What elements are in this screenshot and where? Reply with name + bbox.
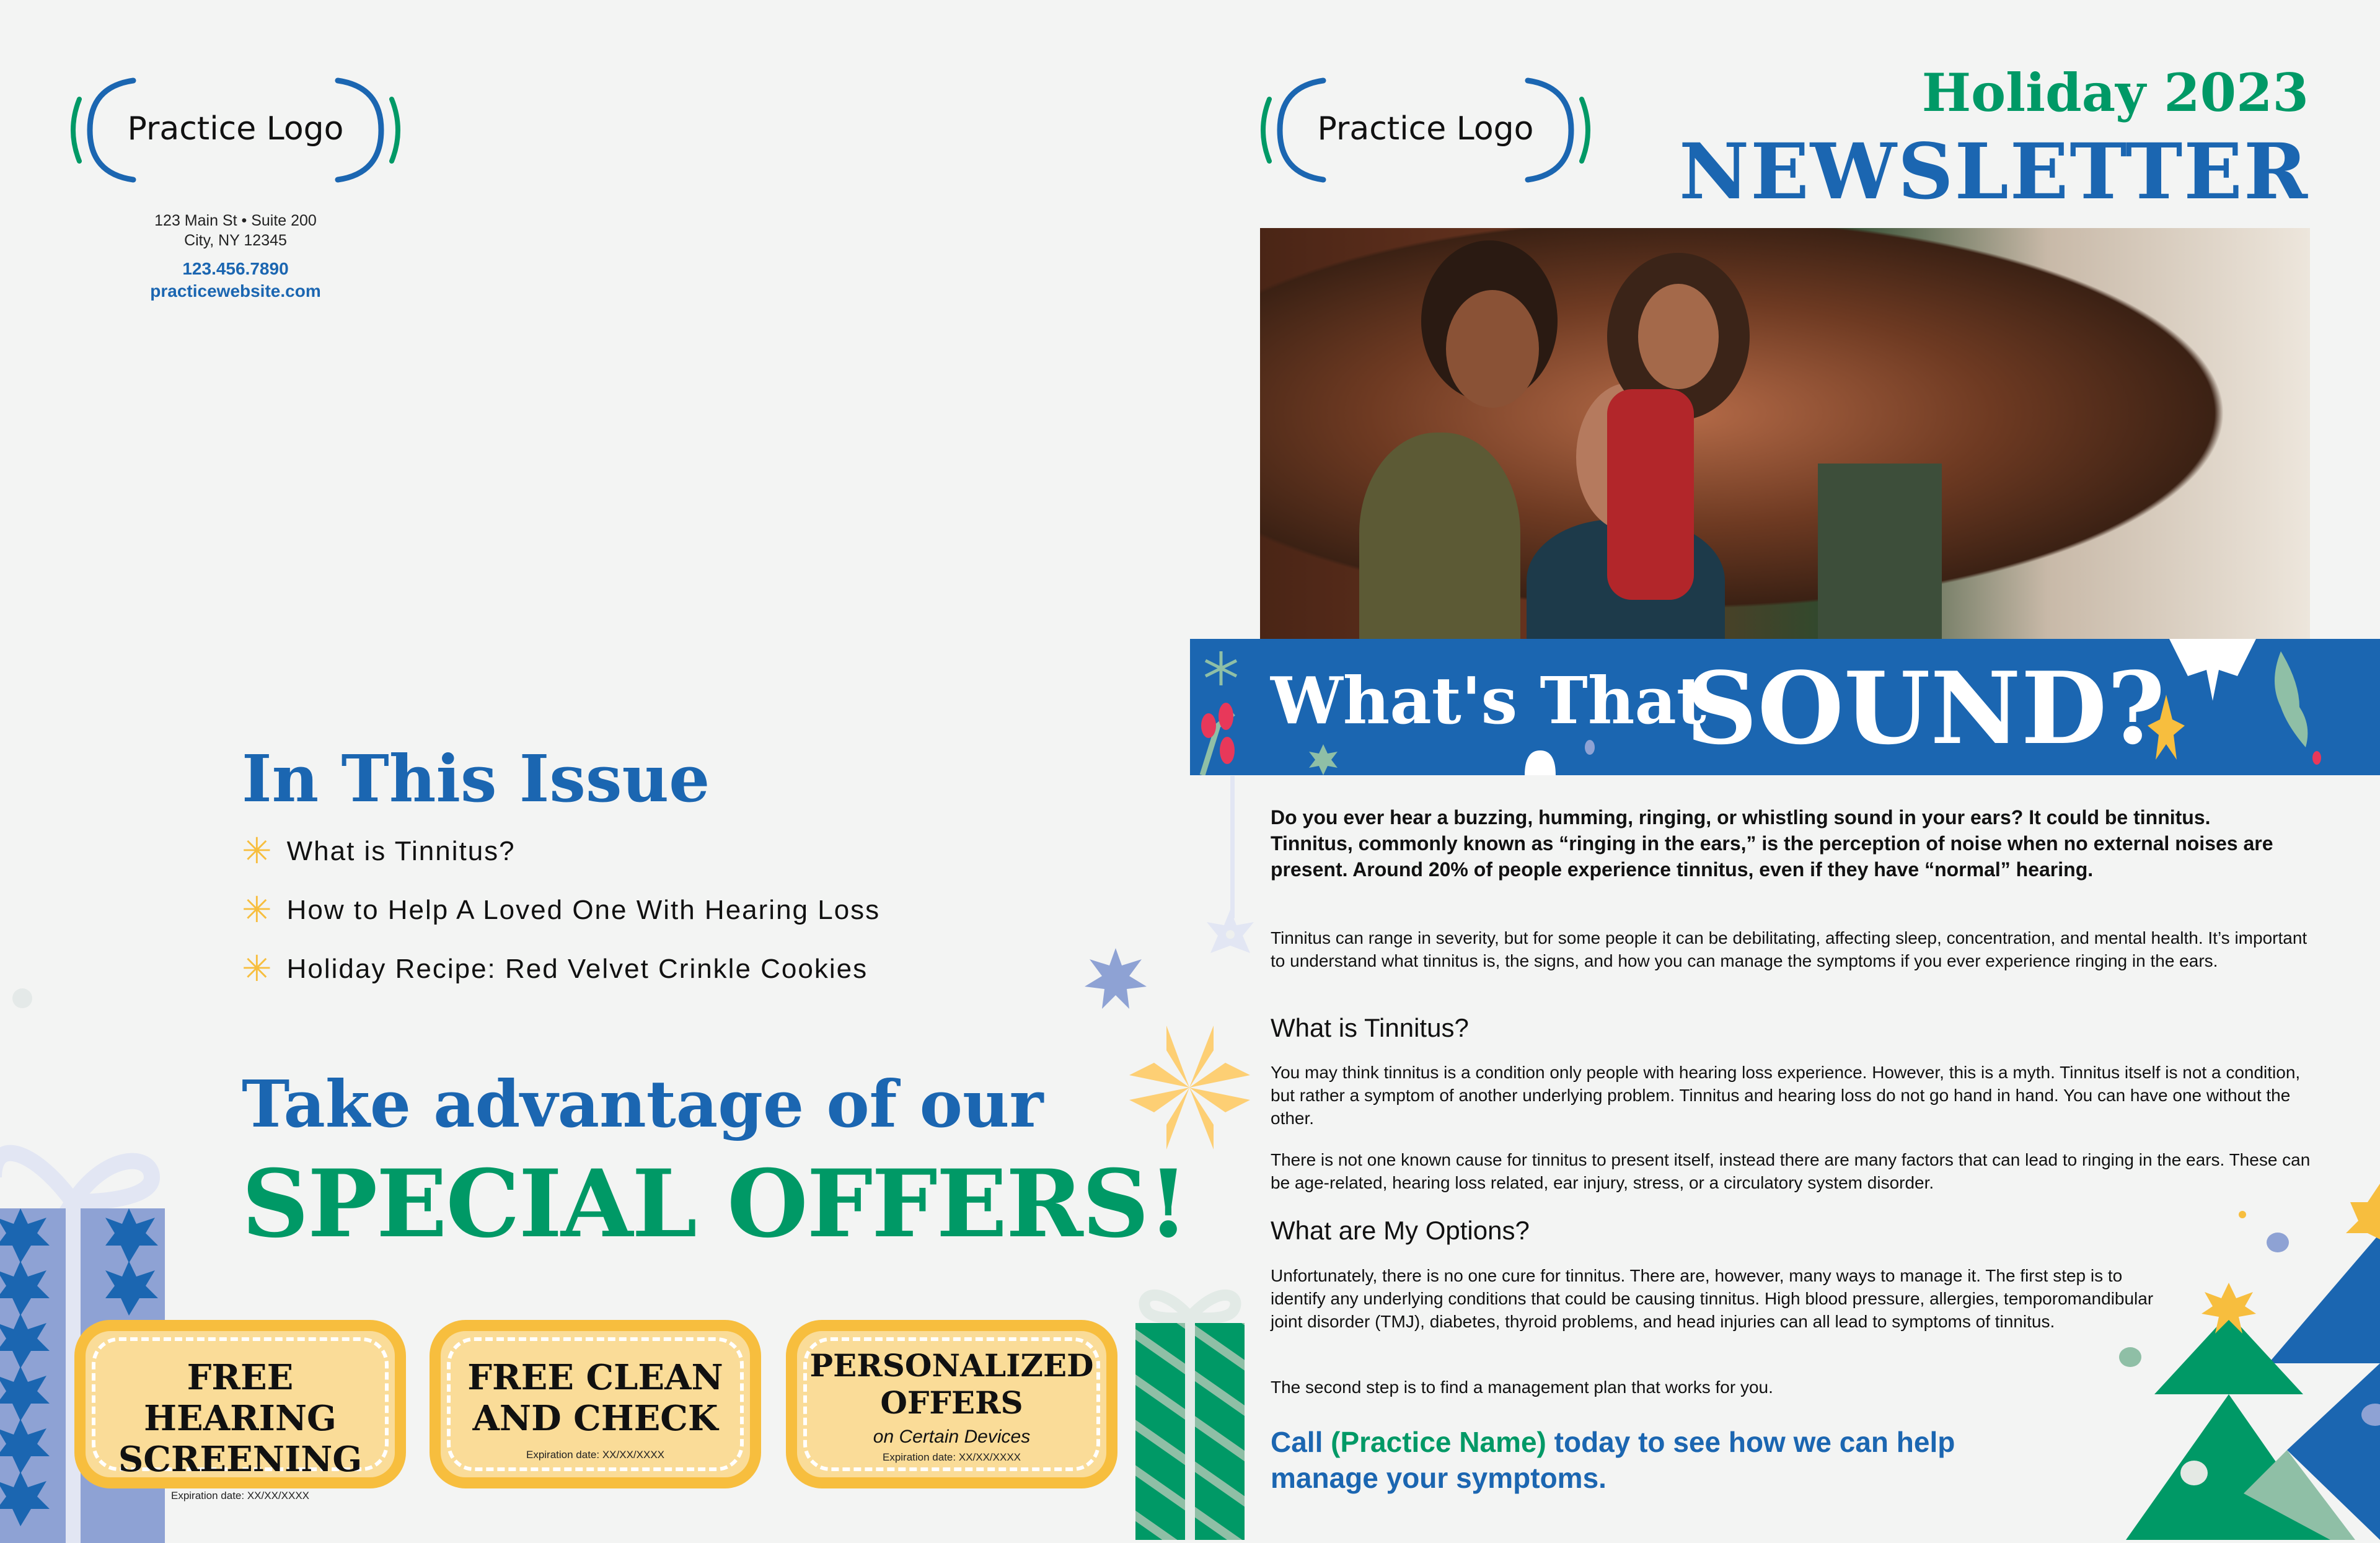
star-snowflake-icon (1129, 1026, 1250, 1150)
phone-number[interactable]: 123.456.7890 (182, 259, 289, 278)
issue-item[interactable] (242, 892, 880, 928)
article-paragraph: There is not one known cause for tinnitus to present itself, instead there are many factors that can lead to ringing in the ears. These can be age-related, hearing loss related, ear injury, stress, or a circulatory system disorder. (1271, 1150, 2311, 1192)
cta-text: Call (1271, 1426, 1331, 1458)
coupon-title-line2: AND CHECK (472, 1398, 718, 1439)
photo-face-woman (1446, 290, 1539, 408)
white-star-icon (2169, 639, 2256, 701)
photo-figure-woman (1359, 433, 1520, 640)
logo-text: Practice Logo (127, 110, 344, 147)
holly-berries-icon (1201, 703, 1235, 775)
white-ornament-icon (1525, 750, 1556, 775)
snowflake-icon (1205, 651, 1236, 685)
practice-logo-left (62, 74, 409, 186)
newsletter-title: NEWSLETTER (1678, 127, 2309, 217)
offers-heading-line2: SPECIAL OFFERS! (242, 1150, 1188, 1259)
coupon-free-hearing-screening[interactable] (74, 1320, 406, 1501)
star-burst-icon (1085, 948, 1147, 1010)
dot-icon (1585, 740, 1595, 755)
coupon-title-line1: PERSONALIZED (809, 1347, 1094, 1384)
coupon-personalized-offers[interactable] (786, 1320, 1117, 1488)
heading-what-are-my-options: What are My Options? (1271, 1216, 1530, 1245)
coupon-free-clean-and-check[interactable] (430, 1320, 761, 1488)
coupon-expiration: Expiration date: XX/XX/XXXX (170, 1490, 309, 1501)
coupon-expiration: Expiration date: XX/XX/XXXX (526, 1449, 664, 1461)
coupon-title-line2: OFFERS (880, 1384, 1023, 1421)
hanging-string (1230, 776, 1235, 918)
logo-text: Practice Logo (1317, 110, 1534, 147)
cta-practice-name: (Practice Name) (1331, 1426, 1546, 1458)
issue-item-label: Holiday Recipe: Red Velvet Crinkle Cookies (286, 954, 868, 984)
call-to-action (1271, 1424, 2014, 1496)
issue-item-label: What is Tinnitus? (286, 836, 516, 866)
snowflake-icon: ✳ (242, 949, 273, 989)
family-holiday-photo (1260, 228, 2310, 640)
snowflake-icon: ✳ (242, 890, 273, 930)
issue-item[interactable] (242, 951, 868, 987)
photo-gifts (1818, 464, 1942, 640)
coupon-title-line1: FREE HEARING (144, 1357, 337, 1439)
green-gift-icon (1134, 1283, 1246, 1540)
christmas-trees-icon (2095, 1165, 2380, 1540)
small-star-icon (1309, 744, 1338, 775)
whats-that-sound-banner (1190, 639, 2380, 775)
dot-decoration (12, 988, 32, 1008)
coupon-title-line2: SCREENING (118, 1439, 363, 1480)
coupon-expiration: Expiration date: XX/XX/XXXX (882, 1451, 1021, 1463)
address (81, 211, 390, 250)
article-paragraph: You may think tinnitus is a condition only people with hearing loss experience. However, this is a myth. Tinnitus itself is not a condition, but rather a symptom of another underlying problem. Tinnitus and hearing loss do not go hand in hand. You can have one without the other. (1271, 1063, 2301, 1128)
photo-face-girl (1638, 284, 1719, 389)
hanging-star-icon (1205, 910, 1255, 959)
heading-what-is-tinnitus: What is Tinnitus? (1271, 1013, 1469, 1042)
cta-text: today to see how we can help manage your symptoms. (1271, 1426, 1955, 1494)
banner-title-part2: SOUND? (1686, 650, 2166, 767)
address-line-2: City, NY 12345 (184, 232, 287, 249)
photo-figure-girl (1607, 389, 1694, 600)
issue-item-label: How to Help A Loved One With Hearing Loss (286, 895, 881, 925)
banner-title-part1: What's That (1271, 662, 1706, 739)
issue-item[interactable] (242, 833, 516, 869)
offers-heading-line1: Take advantage of our (242, 1066, 1044, 1142)
article-intro: Do you ever hear a buzzing, humming, ringing, or whistling sound in your ears? It could be tinnitus. Tinnitus, commonly known as “ringing in the ears,” is the perception of noise when no external noises are present. Around 20% of people experience tinnitus, even if they have “normal” hearing. (1271, 806, 2273, 881)
contact-info (81, 258, 390, 302)
coupon-title-line1: FREE CLEAN (467, 1357, 723, 1398)
article-paragraph: The second step is to find a management plan that works for you. (1271, 1378, 1773, 1397)
address-line-1: 123 Main St • Suite 200 (154, 212, 317, 229)
article-paragraph: Unfortunately, there is no one cure for tinnitus. There are, however, many ways to manage it. The first step is to identify any underlying conditions that could be causing tinnitus. High blood pressure, allergies, temporomandibular joint disorder (TMJ), diabetes, thyroid problems, and head injuries can all lead to symptoms of tinnitus. (1271, 1266, 2154, 1331)
practice-logo-right (1252, 74, 1599, 186)
newsletter-season: Holiday 2023 (1921, 62, 2309, 123)
berry-icon (2312, 751, 2321, 765)
article-paragraph: Tinnitus can range in severity, but for some people it can be debilitating, affecting sleep, concentration, and mental health. It’s important to understand what tinnitus is, the signs, and how you can manage the symptoms if you ever experience ringing in the ears. (1271, 928, 2307, 970)
snowflake-icon: ✳ (242, 831, 273, 871)
holly-leaf-icon (2275, 651, 2307, 747)
coupon-subtitle: on Certain Devices (873, 1427, 1031, 1447)
website-link[interactable]: practicewebsite.com (150, 281, 321, 301)
in-this-issue-title: In This Issue (242, 741, 710, 817)
